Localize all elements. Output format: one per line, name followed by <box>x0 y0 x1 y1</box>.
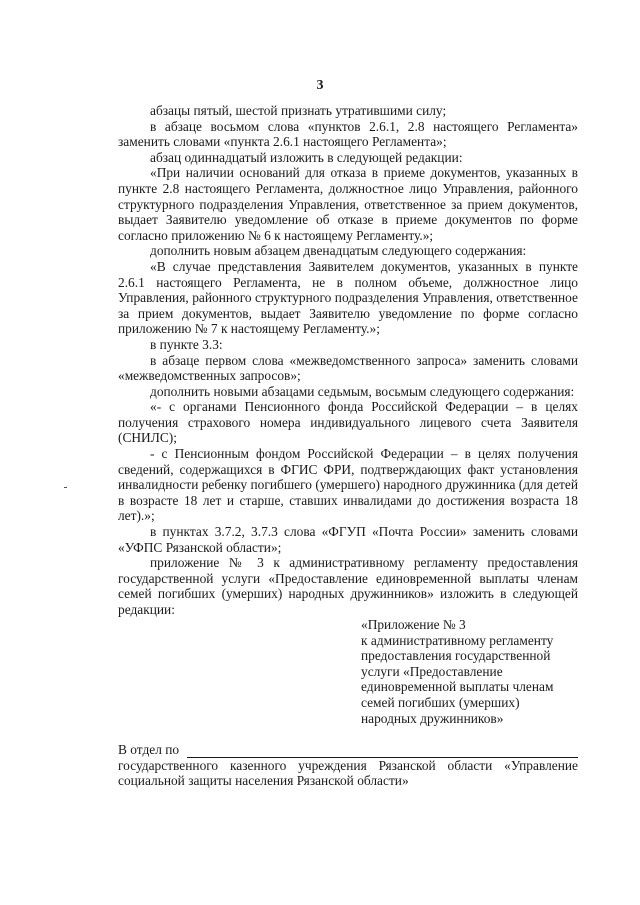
paragraph: дополнить новым абзацем двенадцатым следующего содержания: <box>150 243 527 259</box>
appendix-line: предоставления государственной <box>361 648 551 664</box>
paragraph: приложение № 3 к административному регламенту предоставления государственной услуги «Предоставление единовременной выплаты членам семей погибших (умерших) народных дружинников» изложить в следующей редакции: <box>118 555 578 617</box>
appendix-line: к административному регламенту <box>361 632 554 648</box>
paragraph: «В случае представления Заявителем документов, указанных в пункте 2.6.1 настоящего Регламента, не в полном объеме, должностное лицо Управления, районного структурного подразделения Управления, ответственное за прием документов, выдает Заявителю уведомление по форме согласно приложению № 7 к настоящему Регламенту.»; <box>118 258 578 337</box>
paragraph: в абзаце восьмом слова «пунктов 2.6.1, 2.8 настоящего Регламента» заменить словами «пункта 2.6.1 настоящего Регламента»; <box>118 118 578 150</box>
department-row <box>118 742 578 758</box>
appendix-line: семей погибших (умерших) <box>361 694 520 710</box>
department-text: государственного казенного учреждения Рязанской области «Управление социальной защиты населения Рязанской области» <box>118 757 578 789</box>
paragraph: в пунктах 3.7.2, 3.7.3 слова «ФГУП «Почта России» заменить словами «УФПС Рязанской области»; <box>118 524 578 555</box>
paragraph: абзац одиннадцатый изложить в следующей редакции: <box>150 149 463 165</box>
paragraph: дополнить новыми абзацами седьмым, восьмым следующего содержания: <box>150 383 575 399</box>
document-body <box>118 103 578 618</box>
appendix-line: «Приложение № 3 <box>361 617 466 632</box>
paragraph: «При наличии оснований для отказа в приеме документов, указанных в пункте 2.8 настоящего Регламента, должностное лицо Управления, районного структурного подразделения Управления, ответственное за прием документов, выдает Заявителю уведомление об отказе в приеме документов по форме согласно приложению № 6 к настоящему Регламенту.»; <box>118 165 578 243</box>
department-fill-line <box>187 745 578 758</box>
paragraph: «- с органами Пенсионного фонда Российской Федерации – в целях получения страхового номера индивидуального лицевого счета Заявителя (СНИЛС); <box>118 399 578 446</box>
appendix-heading <box>361 617 581 726</box>
paragraph: в абзаце первом слова «межведомственного запроса» заменить словами «межведомственных запросов»; <box>118 352 578 384</box>
appendix-line: услуги «Предоставление <box>361 663 503 679</box>
department-block <box>118 742 578 789</box>
paragraph: абзацы пятый, шестой признать утратившими силу; <box>150 103 447 118</box>
paragraph: в пункте 3.3: <box>150 336 223 352</box>
margin-mark <box>64 487 67 488</box>
appendix-line: единовременной выплаты членам <box>361 679 554 695</box>
paragraph: - с Пенсионным фондом Российской Федерации – в целях получения сведений, содержащихся в ФГИС ФРИ, подтверждающих факт установления инвалидности ребенку погибшего (умершего) народного дружинника (для детей в возрасте 18 лет и старше, ставших инвалидами до достижения возраста 18 лет).»; <box>118 446 578 524</box>
appendix-line: народных дружинников» <box>361 710 504 726</box>
department-label: В отдел по <box>118 742 180 757</box>
page-number: 3 <box>316 78 324 93</box>
